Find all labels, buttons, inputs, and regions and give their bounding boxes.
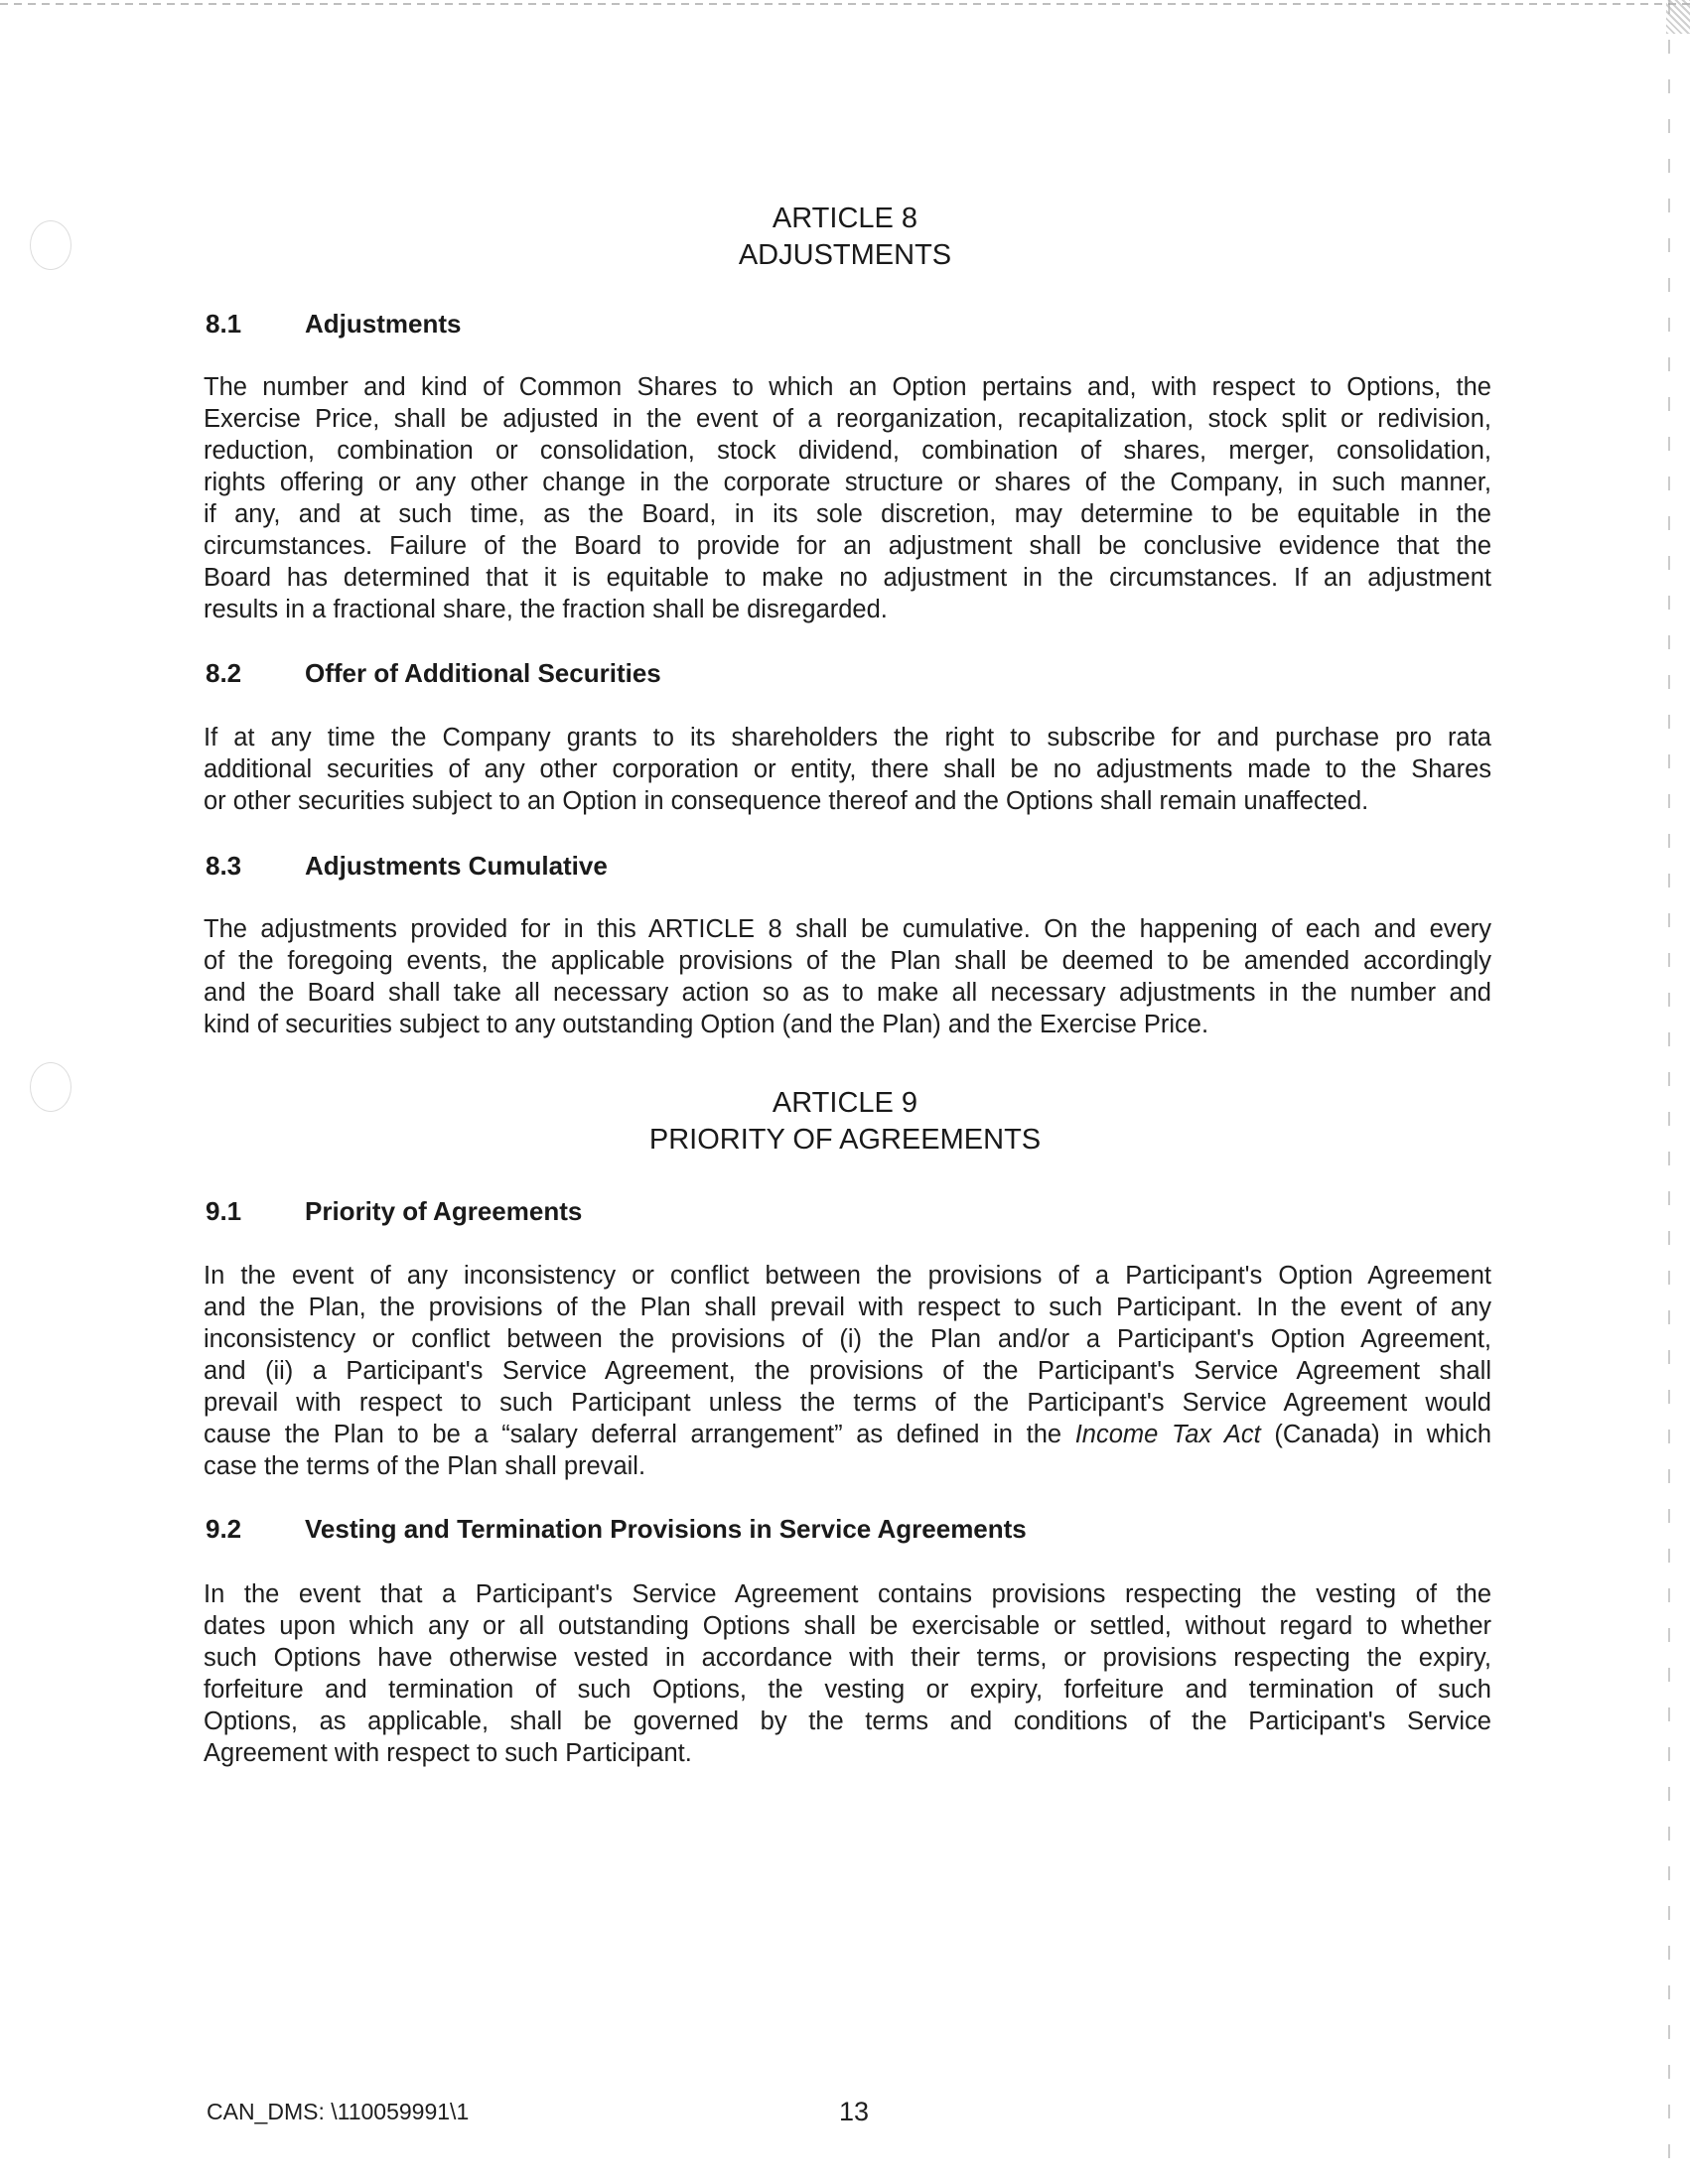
section-8-3-heading <box>206 850 608 882</box>
section-title: Adjustments Cumulative <box>305 851 608 881</box>
paragraph-line: kind of securities subject to any outstanding Option (and the Plan) and the Exercise Price. <box>204 1011 1209 1038</box>
paragraph-line: In the event that a Participant's Service Agreement contains provisions respecting the vesting of the <box>204 1580 1491 1608</box>
article-8-number: ARTICLE 8 <box>772 203 918 234</box>
paragraph-line: Options, as applicable, shall be governed by the terms and conditions of the Participant's Service <box>204 1707 1491 1735</box>
paragraph-line: In the event of any inconsistency or conflict between the provisions of a Participant's Option Agreement <box>204 1262 1491 1290</box>
paragraph-line: Board has determined that it is equitable to make no adjustment in the circumstances. If an adjustment <box>204 564 1491 592</box>
paragraph-line: rights offering or any other change in the corporate structure or shares of the Company, in such manner, <box>204 469 1491 496</box>
section-number: 8.2 <box>206 658 242 688</box>
section-number: 8.3 <box>206 851 242 881</box>
article-9-title: PRIORITY OF AGREEMENTS <box>648 1124 1042 1156</box>
section-8-2-paragraph <box>204 722 1491 817</box>
section-number: 9.1 <box>206 1196 242 1226</box>
paragraph-line: Agreement with respect to such Participant. <box>204 1739 692 1767</box>
paragraph-line: and (ii) a Participant's Service Agreement, the provisions of the Participant's Service Agreement shall <box>204 1357 1491 1385</box>
paragraph-line: if any, and at such time, as the Board, in its sole discretion, may determine to be equitable in the <box>204 500 1491 528</box>
paragraph-line: dates upon which any or all outstanding Options shall be exercisable or settled, without regard to whether <box>204 1612 1491 1640</box>
scan-edge-top <box>0 3 1690 5</box>
paragraph-line: The adjustments provided for in this ARTICLE 8 shall be cumulative. On the happening of each and every <box>204 915 1491 943</box>
paragraph-line: results in a fractional share, the fraction shall be disregarded. <box>204 596 888 623</box>
paragraph-line: and the Board shall take all necessary action so as to make all necessary adjustments in the number and <box>204 979 1491 1007</box>
scan-corner-artifact <box>1666 0 1690 34</box>
section-9-1-paragraph <box>204 1260 1491 1482</box>
section-9-2-heading <box>206 1513 1027 1545</box>
section-8-1-paragraph <box>204 371 1491 625</box>
section-9-2-paragraph <box>204 1578 1491 1769</box>
paragraph-line: If at any time the Company grants to its shareholders the right to subscribe for and purchase pro rata <box>204 724 1491 751</box>
paragraph-line: circumstances. Failure of the Board to provide for an adjustment shall be conclusive evidence that the <box>204 532 1491 560</box>
section-number: 9.2 <box>206 1514 242 1544</box>
section-9-1-heading <box>206 1195 582 1227</box>
paragraph-line: or other securities subject to an Option in consequence thereof and the Options shall remain unaffected. <box>204 787 1369 815</box>
paragraph-line: The number and kind of Common Shares to which an Option pertains and, with respect to Options, the <box>204 373 1491 401</box>
paragraph-line: case the terms of the Plan shall prevail. <box>204 1452 646 1480</box>
section-title: Offer of Additional Securities <box>305 658 661 688</box>
paragraph-line: reduction, combination or consolidation, stock dividend, combination of shares, merger, consolidation, <box>204 437 1491 465</box>
paragraph-line: inconsistency or conflict between the provisions of (i) the Plan and/or a Participant's Option Agreement, <box>204 1325 1491 1353</box>
paragraph-line: and the Plan, the provisions of the Plan shall prevail with respect to such Participant. In the event of any <box>204 1294 1491 1321</box>
section-number: 8.1 <box>206 309 242 339</box>
section-8-1-heading <box>206 308 461 340</box>
document-code: CAN_DMS: \110059991\1 <box>207 2099 470 2124</box>
section-title: Adjustments <box>305 309 462 339</box>
paragraph-line: Exercise Price, shall be adjusted in the event of a reorganization, recapitalization, stock split or redivision, <box>204 405 1491 433</box>
paragraph-line <box>204 1419 1491 1450</box>
section-8-3-paragraph <box>204 913 1491 1040</box>
section-title: Vesting and Termination Provisions in Service Agreements <box>305 1514 1027 1544</box>
article-9-number: ARTICLE 9 <box>772 1087 918 1119</box>
line-text: (Canada) in which <box>1260 1421 1491 1448</box>
section-title: Priority of Agreements <box>305 1196 583 1226</box>
page-number: 13 <box>838 2097 870 2126</box>
article-8-heading <box>0 201 1690 274</box>
line-text: cause the Plan to be a “salary deferral arrangement” as defined in the <box>204 1421 1075 1448</box>
section-8-2-heading <box>206 657 661 689</box>
article-9-heading <box>0 1085 1690 1159</box>
paragraph-line: forfeiture and termination of such Options, the vesting or expiry, forfeiture and termination of such <box>204 1676 1491 1704</box>
paragraph-line: additional securities of any other corporation or entity, there shall be no adjustments made to the Shares <box>204 755 1491 783</box>
paragraph-line: such Options have otherwise vested in accordance with their terms, or provisions respecting the expiry, <box>204 1644 1491 1672</box>
act-title-italic: Income Tax Act <box>1074 1421 1261 1448</box>
paragraph-line: of the foregoing events, the applicable provisions of the Plan shall be deemed to be amended accordingly <box>204 947 1491 975</box>
article-8-title: ADJUSTMENTS <box>738 239 952 271</box>
paragraph-line: prevail with respect to such Participant unless the terms of the Participant's Service Agreement would <box>204 1389 1491 1417</box>
